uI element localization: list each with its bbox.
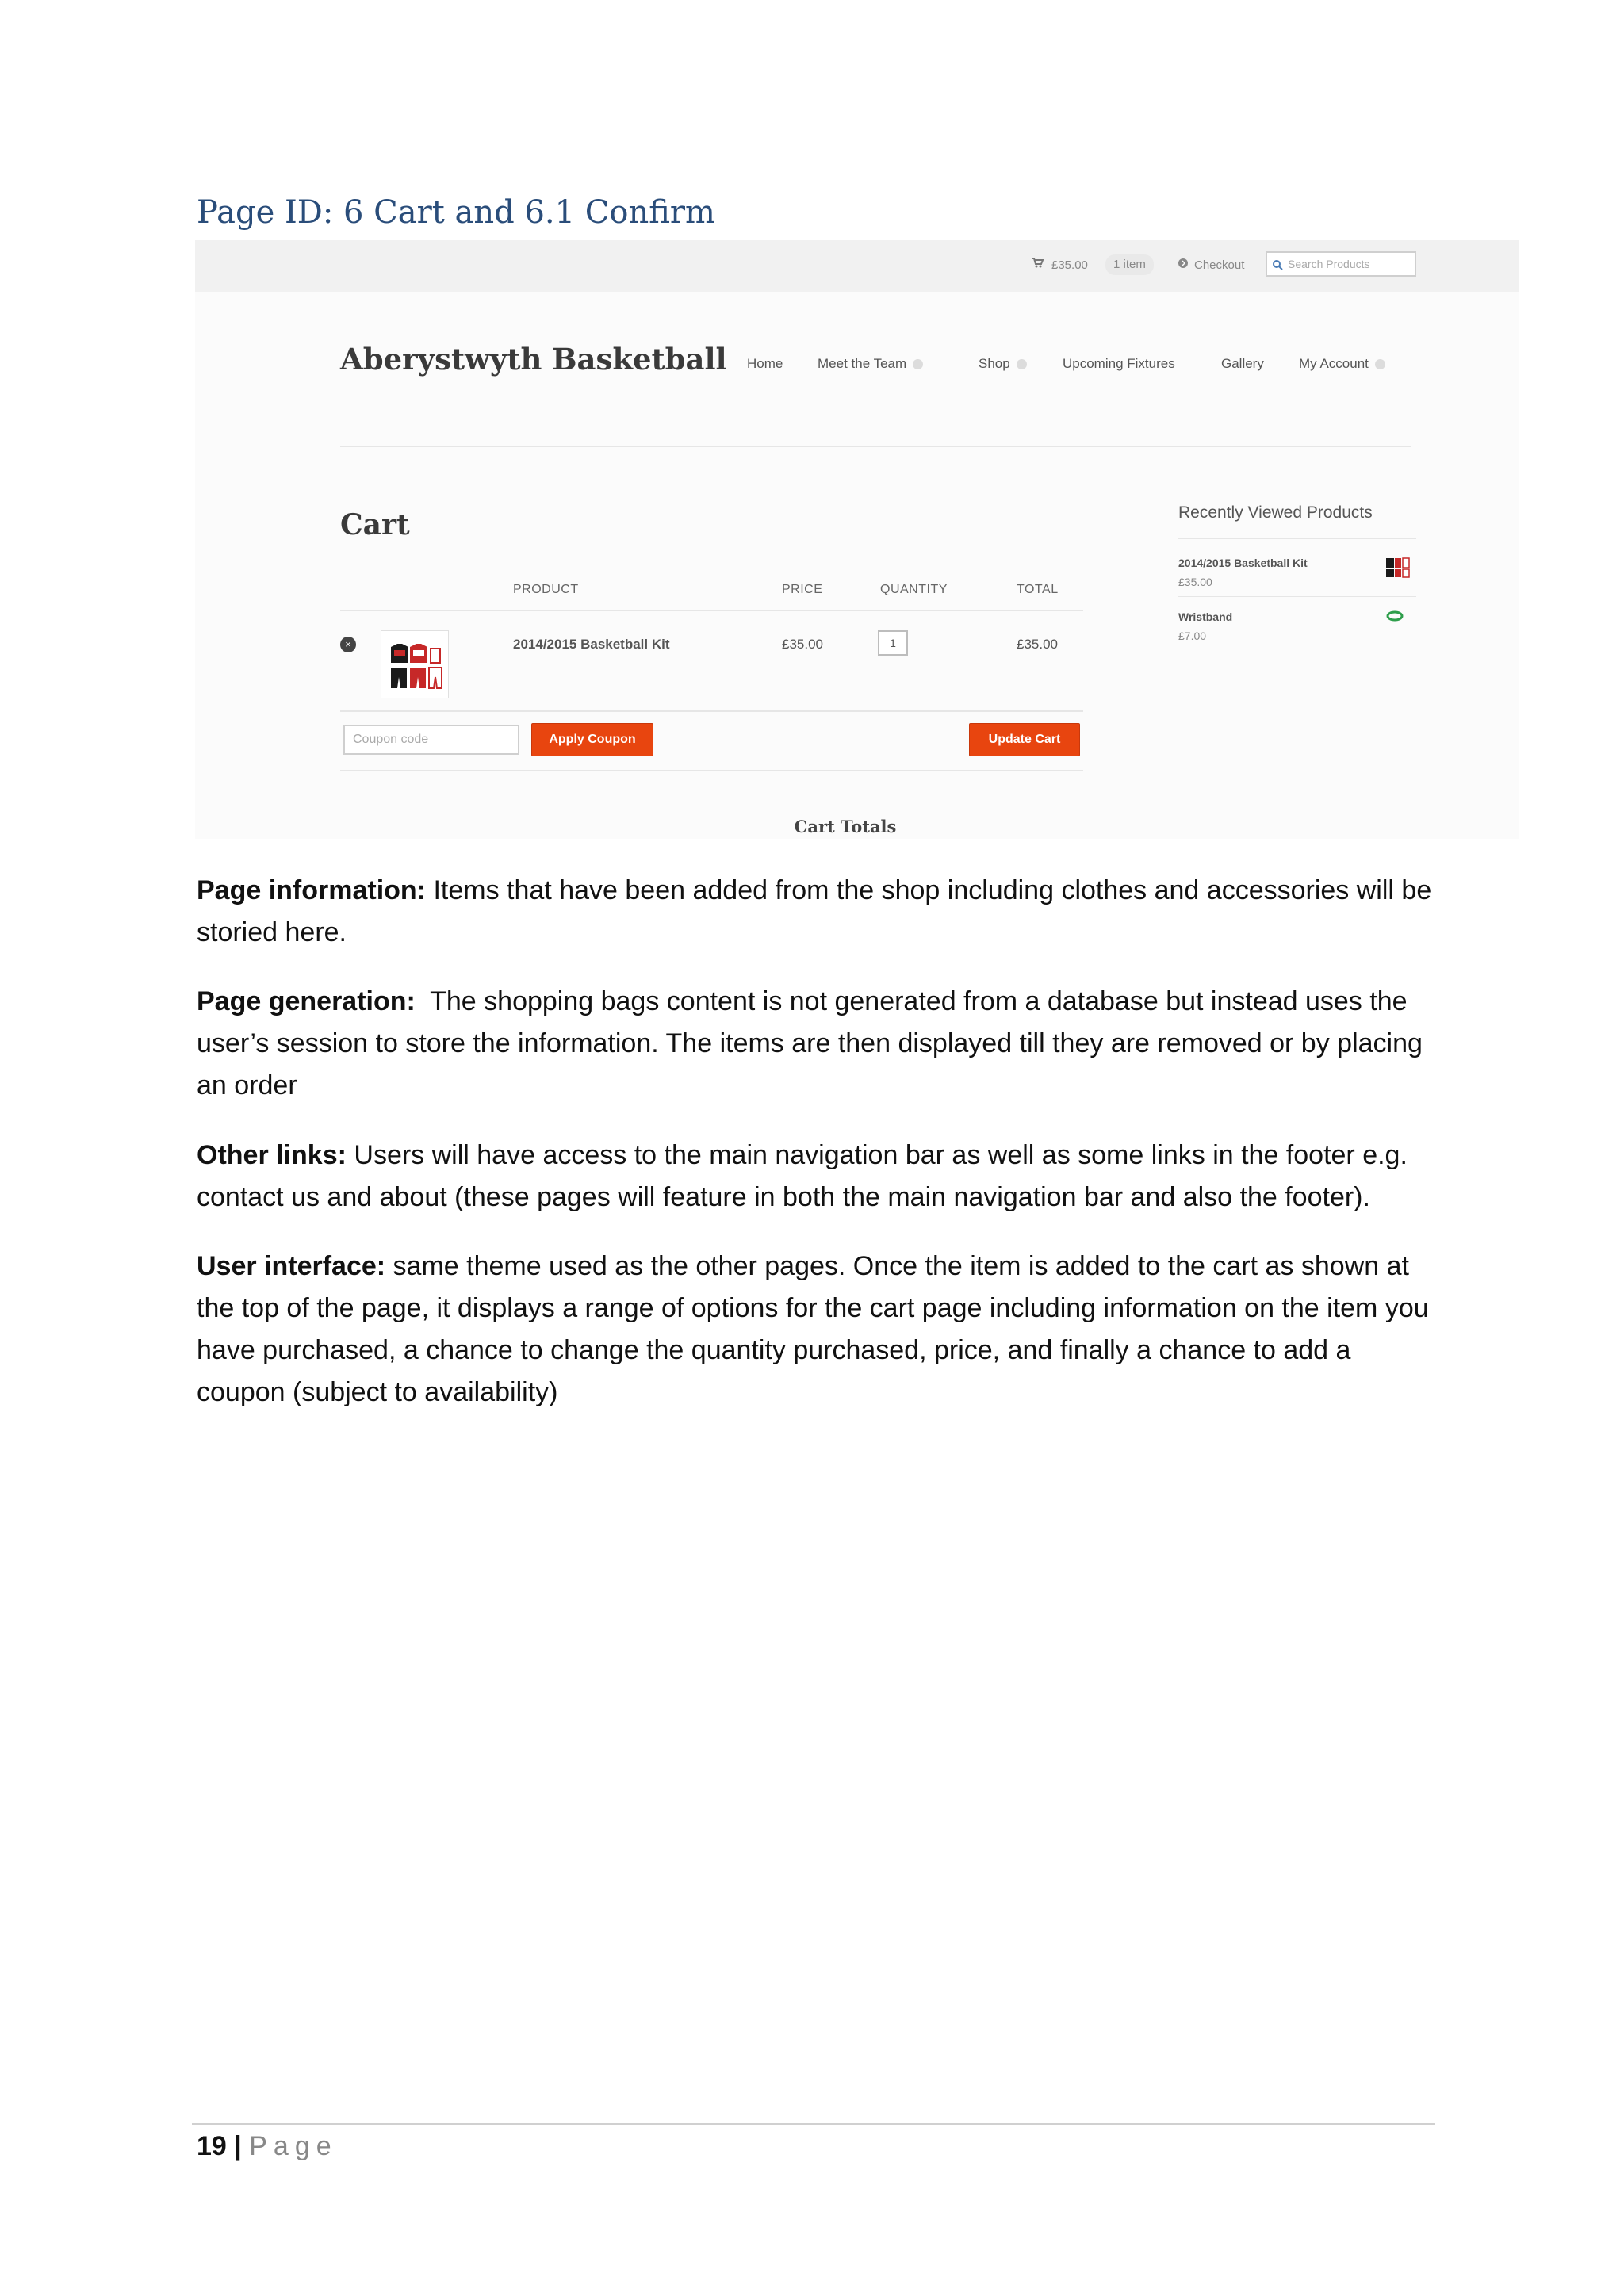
- dropdown-indicator-icon: [913, 359, 923, 369]
- recently-viewed-heading: Recently Viewed Products: [1178, 503, 1373, 522]
- table-header-divider: [340, 610, 1083, 611]
- column-header-product: PRODUCT: [513, 583, 579, 596]
- basketball-kit-icon[interactable]: [1385, 555, 1411, 583]
- page-generation-paragraph: [197, 981, 1434, 1107]
- cart-icon[interactable]: [1031, 256, 1044, 275]
- checkout-icon[interactable]: [1178, 256, 1189, 275]
- footer-divider: [192, 2123, 1435, 2125]
- nav-item-home[interactable]: Home: [747, 356, 783, 371]
- nav-item-shop[interactable]: [979, 356, 1027, 372]
- remove-item-icon[interactable]: ×: [340, 637, 356, 652]
- page-number-separator: |: [234, 2131, 242, 2161]
- cart-product-total: £35.00: [1017, 637, 1058, 652]
- paragraph-label: Page information:: [197, 875, 427, 905]
- coupon-code-input[interactable]: Coupon code: [343, 725, 519, 755]
- wristband-icon[interactable]: [1385, 610, 1405, 626]
- column-header-price: PRICE: [782, 583, 823, 596]
- dropdown-indicator-icon: [1375, 359, 1385, 369]
- top-bar: [195, 240, 1519, 292]
- page-word: Page: [249, 2131, 338, 2161]
- paragraph-text: same theme used as the other pages. Once the item is added to the cart as shown at the top of the page, it displays a range of options for the cart page including information on the item you have purchased, a chance to change the quantity purchased, price, and finally a chance to add a coupon (subject to availability): [197, 1251, 1429, 1407]
- paragraph-label: Page generation:: [197, 986, 416, 1016]
- paragraph-text: Items that have been added from the shop including clothes and accessories will be storied here.: [197, 875, 1432, 947]
- paragraph-label: User interface:: [197, 1251, 386, 1281]
- recently-viewed-item-divider: [1178, 596, 1416, 597]
- site-title[interactable]: Aberystwyth Basketball: [340, 342, 727, 377]
- recently-viewed-divider: [1178, 538, 1416, 539]
- nav-label: My Account: [1299, 356, 1369, 371]
- recently-viewed-item-price: £7.00: [1178, 629, 1207, 642]
- nav-item-gallery[interactable]: Gallery: [1221, 356, 1264, 371]
- paragraph-label: Other links:: [197, 1140, 347, 1170]
- actions-divider: [340, 770, 1083, 771]
- cart-heading: Cart: [340, 508, 410, 541]
- cart-amount[interactable]: £35.00: [1051, 258, 1088, 272]
- cart-count-badge[interactable]: 1 item: [1105, 254, 1154, 275]
- page-information-paragraph: [197, 870, 1434, 954]
- update-cart-button[interactable]: Update Cart: [969, 723, 1080, 756]
- apply-coupon-button[interactable]: Apply Coupon: [531, 723, 653, 756]
- other-links-paragraph: [197, 1135, 1434, 1219]
- cart-product-price: £35.00: [782, 637, 823, 652]
- column-header-quantity: QUANTITY: [880, 583, 948, 596]
- cart-product-name[interactable]: 2014/2015 Basketball Kit: [513, 637, 670, 652]
- checkout-link[interactable]: Checkout: [1194, 258, 1245, 272]
- dropdown-indicator-icon: [1017, 359, 1027, 369]
- cart-totals-heading: Cart Totals: [794, 817, 897, 836]
- paragraph-text: Users will have access to the main navigation bar as well as some links in the footer e.g. contact us and about (these pages will feature in both the main navigation bar and also the footer).: [197, 1140, 1408, 1212]
- page-heading: Page ID: 6 Cart and 6.1 Confirm: [197, 194, 715, 231]
- search-icon: [1272, 253, 1283, 275]
- user-interface-paragraph: [197, 1246, 1434, 1414]
- cart-page-screenshot: [195, 240, 1519, 839]
- nav-item-my-account[interactable]: [1299, 356, 1385, 372]
- product-thumbnail[interactable]: [381, 630, 449, 698]
- search-placeholder: Search Products: [1288, 258, 1370, 270]
- recently-viewed-item-name[interactable]: 2014/2015 Basketball Kit: [1178, 557, 1308, 569]
- search-input[interactable]: [1266, 251, 1416, 277]
- nav-label: Meet the Team: [818, 356, 907, 371]
- column-header-total: TOTAL: [1017, 583, 1059, 596]
- quantity-input[interactable]: 1: [878, 630, 908, 656]
- table-row-divider: [340, 710, 1083, 712]
- paragraph-text: The shopping bags content is not generated from a database but instead uses the user’s session to store the information. The items are then displayed till they are removed or by placing an order: [197, 986, 1431, 1100]
- page-number: [197, 2131, 338, 2162]
- nav-item-meet-the-team[interactable]: [818, 356, 923, 372]
- page-number-value: 19: [197, 2131, 227, 2161]
- nav-item-upcoming-fixtures[interactable]: Upcoming Fixtures: [1063, 356, 1175, 371]
- basketball-kit-icon: [381, 631, 448, 698]
- header-divider: [340, 446, 1411, 447]
- nav-label: Shop: [979, 356, 1010, 371]
- recently-viewed-item-price: £35.00: [1178, 576, 1212, 588]
- recently-viewed-item-name[interactable]: Wristband: [1178, 610, 1233, 623]
